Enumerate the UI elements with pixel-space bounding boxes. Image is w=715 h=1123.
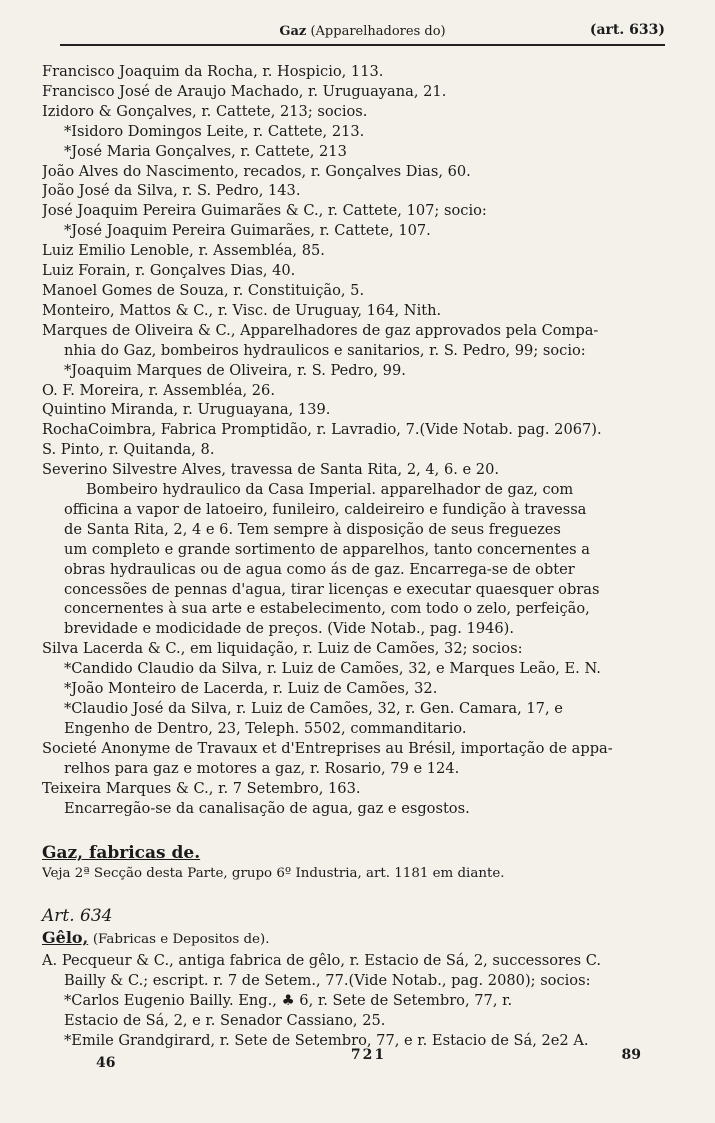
entry-line: *Emile Grandgirard, r. Sete de Setembro, 77, e r. Estacio de Sá, 2e2 A.: [64, 1032, 589, 1050]
entry-line: Severino Silvestre Alves, travessa de Santa Rita, 2, 4, 6. e 20.: [42, 461, 499, 479]
entry-line: concernentes à sua arte e estabelecimento, com todo o zelo, perfeição,: [64, 600, 590, 618]
entry-line: Francisco Joaquim da Rocha, r. Hospicio, 113.: [42, 63, 384, 80]
running-title-main: Gaz: [279, 24, 307, 39]
entry-line: Luiz Forain, r. Gonçalves Dias, 40.: [42, 262, 296, 280]
entry-line: obras hydraulicas ou de agua como ás de gaz. Encarrega-se de obter: [64, 560, 575, 578]
entries-list: [42, 62, 682, 818]
entry-line: *Joaquim Marques de Oliveira, r. S. Pedro, 99.: [64, 361, 406, 379]
entry-line: brevidade e modicidade de preços. (Vide Notab., pag. 1946).: [64, 620, 515, 638]
entry-line: *José Joaquim Pereira Guimarães, r. Cattete, 107.: [64, 222, 431, 240]
gelo-title: Gêlo,: [42, 928, 89, 948]
entry-line: Francisco José de Araujo Machado, r. Uruguayana, 21.: [42, 82, 447, 100]
footer-left-number: 46: [96, 1055, 116, 1071]
running-title: [60, 24, 665, 39]
entry-line: concessões de pennas d'agua, tirar licenças e executar quaesquer obras: [64, 580, 600, 598]
page-header: [60, 22, 665, 46]
article-heading: Art. 634: [42, 906, 113, 927]
entry-line: *José Maria Gonçalves, r. Cattete, 213: [64, 142, 347, 160]
gelo-heading: [42, 927, 682, 951]
entry-line: *Claudio José da Silva, r. Luiz de Camões, 32, r. Gen. Camara, 17, e: [64, 700, 563, 717]
page-content: [42, 62, 682, 1051]
entry-line: José Joaquim Pereira Guimarães & C., r. Cattete, 107; socio:: [42, 202, 487, 220]
entry-line: officina a vapor de latoeiro, funileiro, caldeireiro e fundição à travessa: [64, 500, 587, 518]
gelo-subtitle: (Fabricas e Depositos de).: [92, 932, 270, 948]
entry-line: Bombeiro hydraulico da Casa Imperial. apparelhador de gaz, com: [86, 481, 574, 499]
entry-line: Societé Anonyme de Travaux et d'Entreprises au Brésil, importação de appa-: [42, 739, 613, 757]
entry-line: Encarregão-se da canalisação de agua, gaz e esgostos.: [64, 799, 470, 817]
gelo-entries-list: [42, 951, 682, 1051]
entry-line: Izidoro & Gonçalves, r. Cattete, 213; socios.: [42, 102, 368, 120]
article-number: (art. 633): [589, 22, 665, 38]
entry-line: Manoel Gomes de Souza, r. Constituição, 5.: [42, 281, 365, 299]
entry-line: João Alves do Nascimento, recados, r. Gonçalves Dias, 60.: [42, 162, 471, 180]
entry-line: S. Pinto, r. Quitanda, 8.: [42, 441, 215, 459]
footer-page-number: 721: [350, 1047, 387, 1063]
section-title: Gaz, fabricas de.: [42, 843, 201, 864]
footer-right-number: 89: [621, 1047, 641, 1063]
entry-line: nhia do Gaz, bombeiros hydraulicos e sanitarios, r. S. Pedro, 99; socio:: [64, 341, 586, 359]
entry-line: O. F. Moreira, r. Assembléa, 26.: [42, 381, 275, 399]
entry-line: Luiz Emilio Lenoble, r. Assembléa, 85.: [42, 242, 325, 260]
running-title-paren: (Apparelhadores do): [310, 24, 446, 39]
entry-line: um completo e grande sortimento de apparelhos, tanto concernentes a: [64, 540, 590, 558]
entry-line: RochaCoimbra, Fabrica Promptidão, r. Lavradio, 7.(Vide Notab. pag. 2067).: [42, 421, 602, 439]
entry-line: A. Pecqueur & C., antiga fabrica de gêlo, r. Estacio de Sá, 2, successores C.: [42, 952, 602, 970]
entry-line: *João Monteiro de Lacerda, r. Luiz de Camões, 32.: [64, 680, 438, 698]
entry-line: relhos para gaz e motores a gaz, r. Rosario, 79 e 124.: [64, 759, 460, 777]
entry-line: *Isidoro Domingos Leite, r. Cattete, 213.: [64, 122, 365, 140]
entry-line: Bailly & C.; escript. r. 7 de Setem., 77.(Vide Notab., pag. 2080); socios:: [64, 972, 591, 990]
entry-line: Quintino Miranda, r. Uruguayana, 139.: [42, 401, 331, 419]
section-note: Veja 2ª Secção desta Parte, grupo 6º Industria, art. 1181 em diante.: [42, 866, 505, 882]
entry-line: Monteiro, Mattos & C., r. Visc. de Uruguay, 164, Nith.: [42, 301, 442, 319]
entry-line: Estacio de Sá, 2, e r. Senador Cassiano, 25.: [64, 1012, 386, 1030]
entry-line: Teixeira Marques & C., r. 7 Setembro, 163.: [42, 779, 361, 797]
entry-line: João José da Silva, r. S. Pedro, 143.: [42, 182, 301, 200]
entry-line: Engenho de Dentro, 23, Teleph. 5502, commanditario.: [64, 719, 467, 737]
entry-line: de Santa Rita, 2, 4 e 6. Tem sempre à disposição de seus freguezes: [64, 520, 561, 538]
entry-line: *Candido Claudio da Silva, r. Luiz de Camões, 32, e Marques Leão, E. N.: [64, 660, 601, 678]
entry-line: Marques de Oliveira & C., Apparelhadores de gaz approvados pela Compa-: [42, 321, 599, 339]
entry-line: Silva Lacerda & C., em liquidação, r. Luiz de Camões, 32; socios:: [42, 640, 523, 658]
entry-line: *Carlos Eugenio Bailly. Eng., ♣ 6, r. Sete de Setembro, 77, r.: [64, 992, 513, 1010]
